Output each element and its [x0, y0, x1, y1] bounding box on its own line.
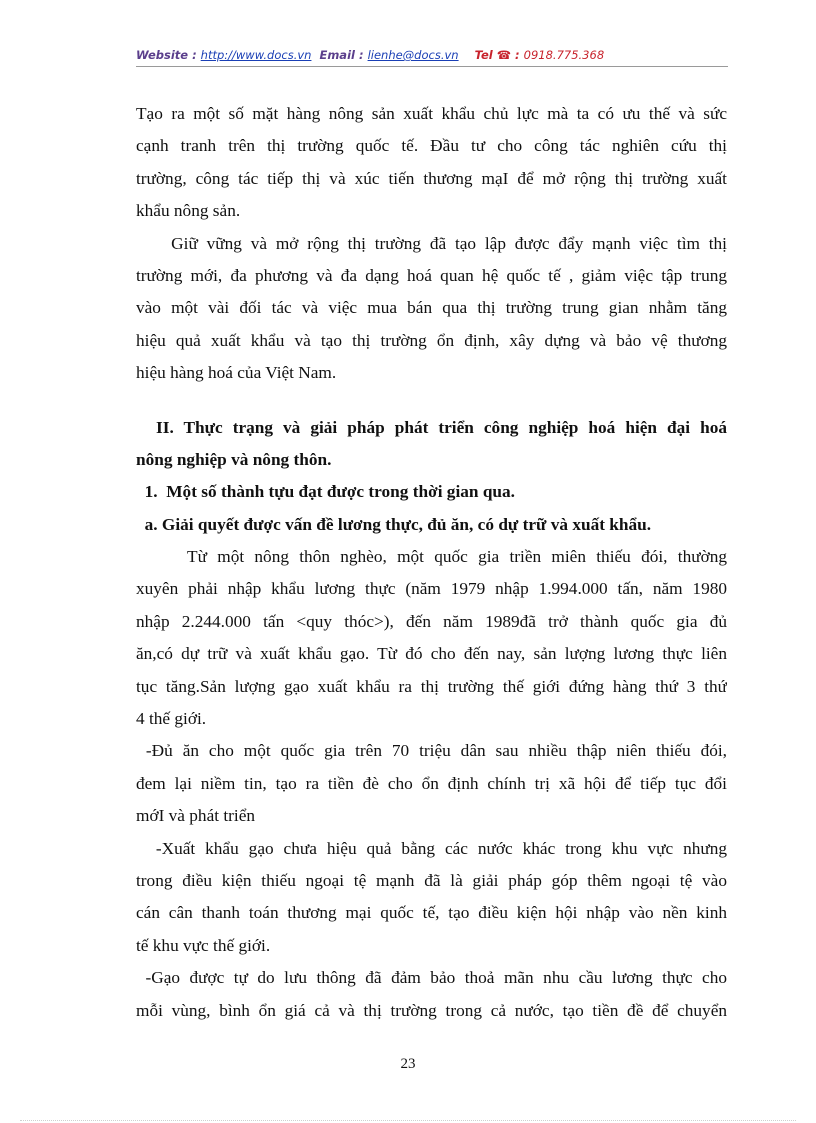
page-number: 23 [400, 1056, 416, 1072]
text-line: mỗi vùng, bình ổn giá cả và thị trường trong cả nước, tạo tiền đề để chuyển [136, 1000, 727, 1020]
phone-number: 0918.775.368 [523, 48, 605, 62]
text-line: trường, công tác tiếp thị và xúc tiến thương mạI để mở rộng thị trường xuất [136, 168, 727, 188]
header-divider [136, 66, 728, 67]
heading-line: II. Thực trạng và giải pháp phát triển công nghiệp hoá hiện đại hoá [136, 417, 727, 437]
text-line: trường mới, đa phương và đa dạng hoá quan hệ quốc tế , giảm việc tập trung [136, 265, 727, 285]
text-line: xuyên phải nhập khẩu lương thực (năm 1979 nhập 1.994.000 tấn, năm 1980 [136, 579, 727, 599]
text-line: tục tăng.Sản lượng gạo xuất khẩu ra thị trường thế giới đứng hàng thứ 3 thứ [136, 676, 727, 696]
text-line: -Xuất khẩu gạo chưa hiệu quả bằng các nước khác trong khu vực nhưng [136, 838, 727, 858]
text-line: -Gạo được tự do lưu thông đã đảm bảo thoả mãn nhu cầu lương thực cho [136, 968, 727, 988]
heading-line: 1. Một số thành tựu đạt được trong thời gian qua. [136, 482, 516, 502]
text-line: khẩu nông sản. [136, 201, 241, 221]
text-line: trong điều kiện thiếu ngoại tệ mạnh đã là giải pháp góp thêm ngoại tệ vào [136, 870, 727, 890]
text-line: tế khu vực thế giới. [136, 935, 271, 955]
page-edge [20, 1120, 796, 1121]
page-header [136, 46, 728, 64]
text-line: Giữ vững và mở rộng thị trường đã tạo lập được đẩy mạnh việc tìm thị [136, 233, 727, 253]
text-line: cạnh tranh trên thị trường quốc tế. Đầu tư cho công tác nghiên cứu thị [136, 136, 727, 156]
website-link[interactable]: http://www.docs.vn [200, 48, 312, 62]
text-line: mớI và phát triển [136, 806, 256, 826]
text-line: vào một vài đối tác và việc mua bán qua thị trường trung gian nhằm tăng [136, 298, 727, 318]
website-label: Website : [136, 48, 201, 62]
section-gap [136, 390, 727, 412]
document-body [136, 98, 727, 1027]
heading-line: nông nghiệp và nông thôn. [136, 449, 332, 469]
text-line: -Đủ ăn cho một quốc gia trên 70 triệu dân sau nhiều thập niên thiếu đói, [136, 741, 727, 761]
text-line: 4 thế giới. [136, 709, 207, 729]
text-line: nhập 2.244.000 tấn <quy thóc>), đến năm 1989đã trở thành quốc gia đủ [136, 611, 727, 631]
email-link[interactable]: lienhe@docs.vn [367, 48, 459, 62]
text-line: hiệu quả xuất khẩu và tạo thị trường ổn định, xây dựng và bảo vệ thương [136, 330, 727, 350]
text-line: đem lại niềm tin, tạo ra tiền đè cho ổn định chính trị xã hội để tiếp tục đổi [136, 773, 727, 793]
text-line: Từ một nông thôn nghèo, một quốc gia triền miên thiếu đói, thường [136, 547, 727, 567]
text-line: ăn,có dự trữ và xuất khẩu gạo. Từ đó cho đến nay, sản lượng lương thực liên [136, 644, 727, 664]
text-line: hiệu hàng hoá của Việt Nam. [136, 363, 337, 383]
text-line: cán cân thanh toán thương mại quốc tế, tạo điều kiện hội nhập vào nền kinh [136, 903, 727, 923]
heading-line: a. Giải quyết được vấn đề lương thực, đủ ăn, có dự trữ và xuất khẩu. [136, 514, 652, 534]
tel-label: Tel ☎ : [474, 48, 524, 62]
email-label: Email : [319, 48, 368, 62]
text-line: Tạo ra một số mặt hàng nông sản xuất khẩu chủ lực mà ta có ưu thế và sức [136, 104, 727, 123]
